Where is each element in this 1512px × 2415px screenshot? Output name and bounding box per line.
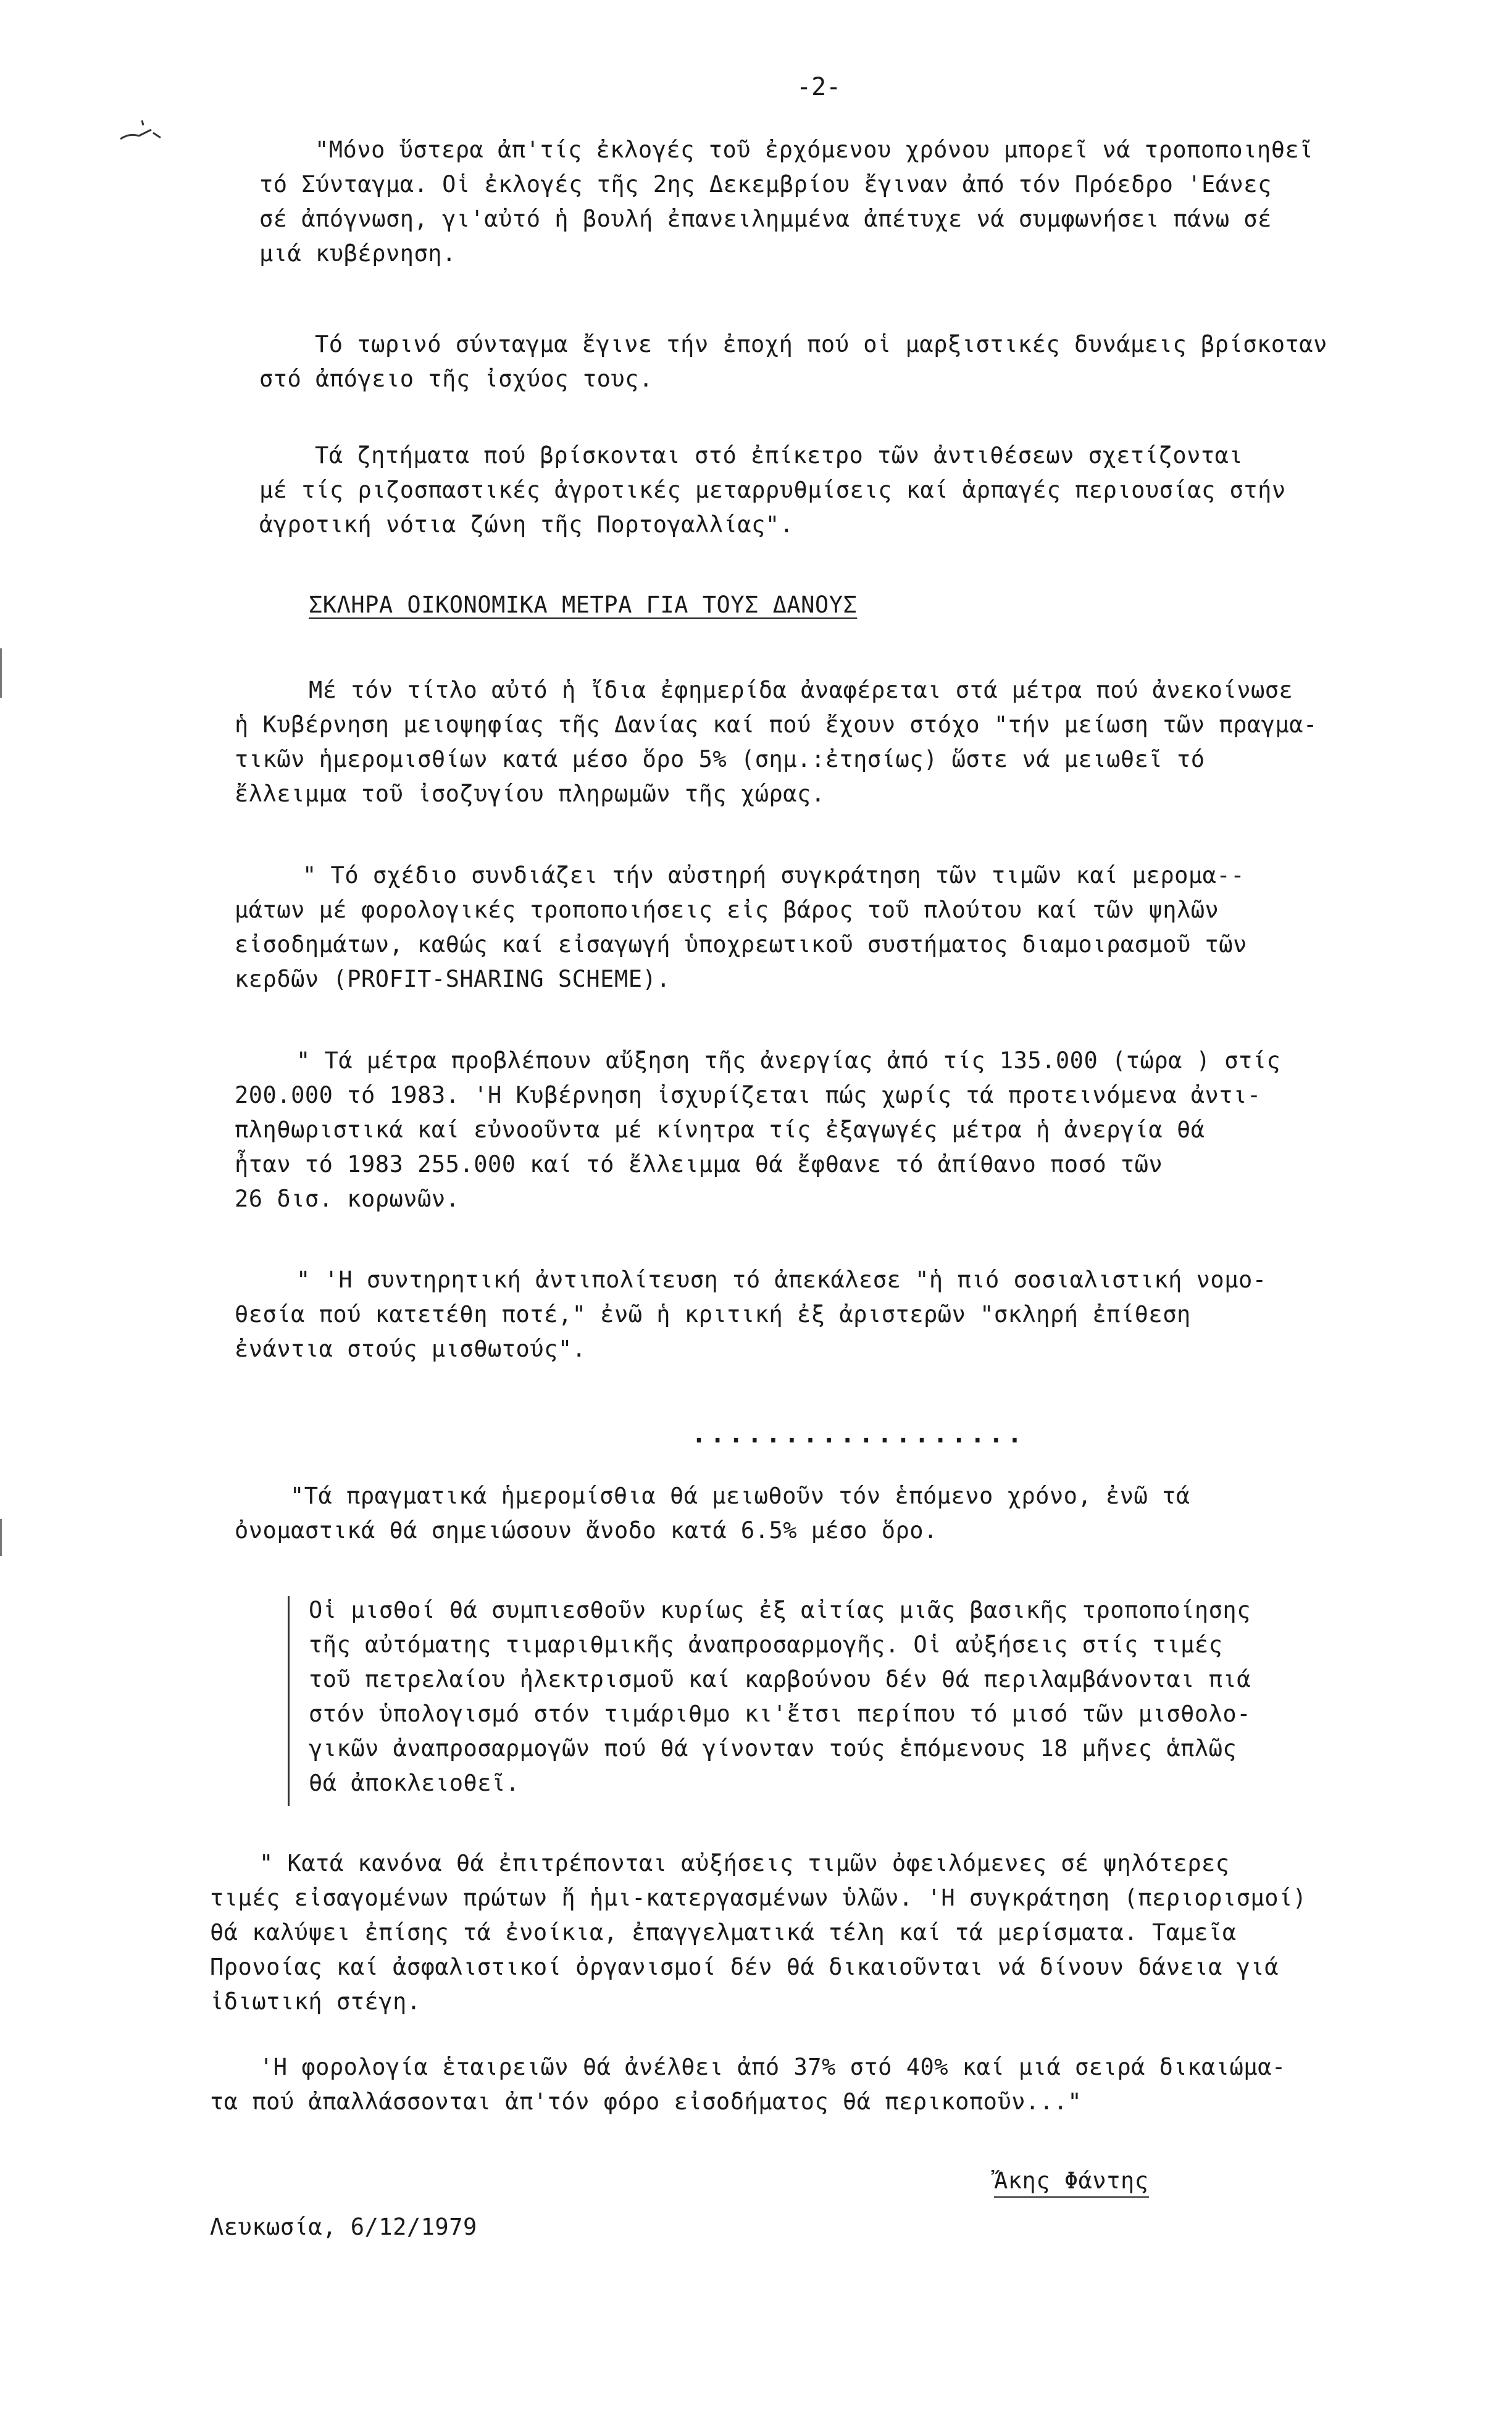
text-line: ἐνάντια στούς μισθωτούς".: [235, 1336, 587, 1362]
paragraph-prices: [210, 1846, 1408, 2019]
text-line: στό ἀπόγειο τῆς ἰσχύος τους.: [259, 366, 653, 392]
text-line: σέ ἀπόγνωση, γι'αὐτό ἡ βουλή ἐπανειλημμένα ἀπέτυχε νά συμφωνήσει πάνω σέ: [259, 206, 1272, 232]
place-and-date: Λευκωσία, 6/12/1979: [210, 2214, 477, 2240]
paragraph-wages: [235, 1479, 1395, 1548]
text-line: τα πού ἀπαλλάσσονται ἀπ'τόν φόρο εἰσοδήματος θά περικοποῦν...": [210, 2088, 1082, 2115]
margin-scribble-icon: [117, 114, 167, 151]
text-line: εἰσοδημάτων, καθώς καί εἰσαγωγή ὑποχρεωτικοῦ συστήματος διαμοιρασμοῦ τῶν: [235, 931, 1247, 958]
text-line: " Κατά κανόνα θά ἐπιτρέπονται αὐξήσεις τιμῶν ὀφειλόμενες σέ ψηλότερες: [259, 1850, 1230, 1877]
paragraph-denmark-measures: [235, 673, 1395, 811]
paragraph-opposition: [235, 1263, 1395, 1367]
paragraph-intro: [259, 133, 1420, 271]
text-line: Τό τωρινό σύνταγμα ἔγινε τήν ἐποχή πού οἱ μαρξιστικές δυνάμεις βρίσκοταν: [315, 331, 1327, 358]
text-line: μιά κυβέρνηση.: [259, 240, 456, 267]
scan-edge-mark: [0, 1519, 2, 1556]
text-line: ἀγροτική νότια ζώνη τῆς Πορτογαλλίας".: [259, 511, 794, 538]
paragraph-constitution: [259, 327, 1420, 396]
text-line: "Τά πραγματικά ἡμερομίσθια θά μειωθοῦν τόν ἑπόμενο χρόνο, ἐνῶ τά: [290, 1483, 1190, 1509]
text-line: " 'Η συντηρητική ἀντιπολίτευση τό ἀπεκάλεσε "ἡ πιό σοσιαλιστική νομο-: [296, 1266, 1267, 1293]
text-line: ἡ Κυβέρνηση μειοψηφίας τῆς Δανίας καί πού ἔχουν στόχο "τήν μείωση τῶν πραγμα-: [235, 711, 1318, 738]
text-line: Μέ τόν τίτλο αὐτό ἡ ἴδια ἐφημερίδα ἀναφέρεται στά μέτρα πού ἀνεκοίνωσε: [309, 677, 1293, 703]
scan-edge-mark: [0, 648, 2, 698]
text-line: τό Σύνταγμα. Οἱ ἐκλογές τῆς 2ης Δεκεμβρίου ἔγιναν ἀπό τόν Πρόεδρο 'Εάνες: [259, 171, 1272, 198]
text-line: 200.000 τό 1983. 'Η Κυβέρνηση ἰσχυρίζεται πώς χωρίς τά προτεινόμενα ἀντι-: [235, 1082, 1261, 1108]
text-line: τῆς αὐτόματης τιμαριθμικῆς ἀναπροσαρμογῆς. Οἱ αὐξήσεις στίς τιμές: [309, 1631, 1223, 1658]
text-line: κερδῶν (PROFIT-SHARING SCHEME).: [235, 966, 671, 992]
text-line: 26 δισ. κορωνῶν.: [235, 1186, 460, 1212]
page-number: -2-: [796, 73, 842, 101]
text-line: θά καλύψει ἐπίσης τά ἐνοίκια, ἐπαγγελματικά τέλη καί τά μερίσματα. Ταμεῖα: [210, 1919, 1237, 1946]
text-line: "Μόνο ὕστερα ἀπ'τίς ἐκλογές τοῦ ἐρχόμενου χρόνου μπορεῖ νά τροποποιηθεῖ: [315, 136, 1314, 163]
paragraph-plan: [235, 858, 1395, 997]
text-line: στόν ὑπολογισμό στόν τιμάριθμο κι'ἔτσι περίπου τό μισό τῶν μισθολο-: [309, 1701, 1251, 1727]
text-line: θεσία πού κατετέθη ποτέ," ἐνῶ ἡ κριτική ἐξ ἀριστερῶν "σκληρή ἐπίθεση: [235, 1301, 1191, 1328]
text-line: μέ τίς ριζοσπαστικές ἀγροτικές μεταρρυθμίσεις καί ἁρπαγές περιουσίας στήν: [259, 477, 1286, 503]
text-line: " Τό σχέδιο συνδιάζει τήν αὐστηρή συγκράτηση τῶν τιμῶν καί μερομα--: [303, 862, 1245, 889]
text-line: μάτων μέ φορολογικές τροποποιήσεις εἰς βάρος τοῦ πλούτου καί τῶν ψηλῶν: [235, 897, 1219, 923]
section-heading: ΣΚΛΗΡΑ ΟΙΚΟΝΟΜΙΚΑ ΜΕΤΡΑ ΓΙΑ ΤΟΥΣ ΔΑΝΟΥΣ: [309, 592, 858, 618]
paragraph-tax: [210, 2050, 1408, 2119]
text-line: ἰδιωτική στέγη.: [210, 1988, 421, 2015]
paragraph-issues: [259, 438, 1420, 542]
text-line: Τά ζητήματα πού βρίσκονται στό ἐπίκετρο τῶν ἀντιθέσεων σχετίζονται: [315, 442, 1243, 469]
paragraph-unemployment: [235, 1044, 1395, 1216]
text-line: ἦταν τό 1983 255.000 καί τό ἔλλειμμα θά ἔφθανε τό ἀπίθανο ποσό τῶν: [235, 1151, 1163, 1178]
quote-margin-bar: [288, 1596, 290, 1806]
separator-dots: ..................: [691, 1420, 1026, 1449]
text-line: θά ἀποκλειοθεῖ.: [309, 1770, 520, 1796]
text-line: ὀνομαστικά θά σημειώσουν ἄνοδο κατά 6.5% μέσο ὅρο.: [235, 1517, 938, 1544]
text-line: 'Η φορολογία ἑταιρειῶν θά ἀνέλθει ἀπό 37% στό 40% καί μιά σειρά δικαιώμα-: [259, 2054, 1286, 2080]
text-line: γικῶν ἀναπροσαρμογῶν πού θά γίνονταν τούς ἑπόμενους 18 μῆνες ἁπλῶς: [309, 1735, 1237, 1762]
text-line: " Τά μέτρα προβλέπουν αὔξηση τῆς ἀνεργίας ἀπό τίς 135.000 (τώρα ) στίς: [296, 1047, 1281, 1074]
text-line: ἔλλειμμα τοῦ ἰσοζυγίου πληρωμῶν τῆς χώρας.: [235, 781, 825, 807]
text-line: Οἱ μισθοί θά συμπιεσθοῦν κυρίως ἐξ αἰτίας μιᾶς βασικῆς τροποποίησης: [309, 1597, 1251, 1623]
text-line: πληθωριστικά καί εὐνοοῦντα μέ κίνητρα τίς ἐξαγωγές μέτρα ἡ ἀνεργία θά: [235, 1116, 1205, 1143]
text-line: Προνοίας καί ἀσφαλιστικοί ὀργανισμοί δέν θά δικαιοῦνται νά δίνουν δάνεια γιά: [210, 1954, 1279, 1980]
author-signature: Ἄκης Φάντης: [994, 2167, 1149, 2198]
paragraph-salaries: [309, 1593, 1395, 1801]
text-line: τικῶν ἡμερομισθίων κατά μέσο ὅρο 5% (σημ.:ἐτησίως) ὥστε νά μειωθεῖ τό: [235, 746, 1205, 772]
text-line: τοῦ πετρελαίου ἠλεκτρισμοῦ καί καρβούνου δέν θά περιλαμβάνονται πιά: [309, 1666, 1251, 1693]
text-line: τιμές εἰσαγομένων πρώτων ἤ ἡμι-κατεργασμένων ὑλῶν. 'Η συγκράτηση (περιορισμοί): [210, 1885, 1307, 1911]
